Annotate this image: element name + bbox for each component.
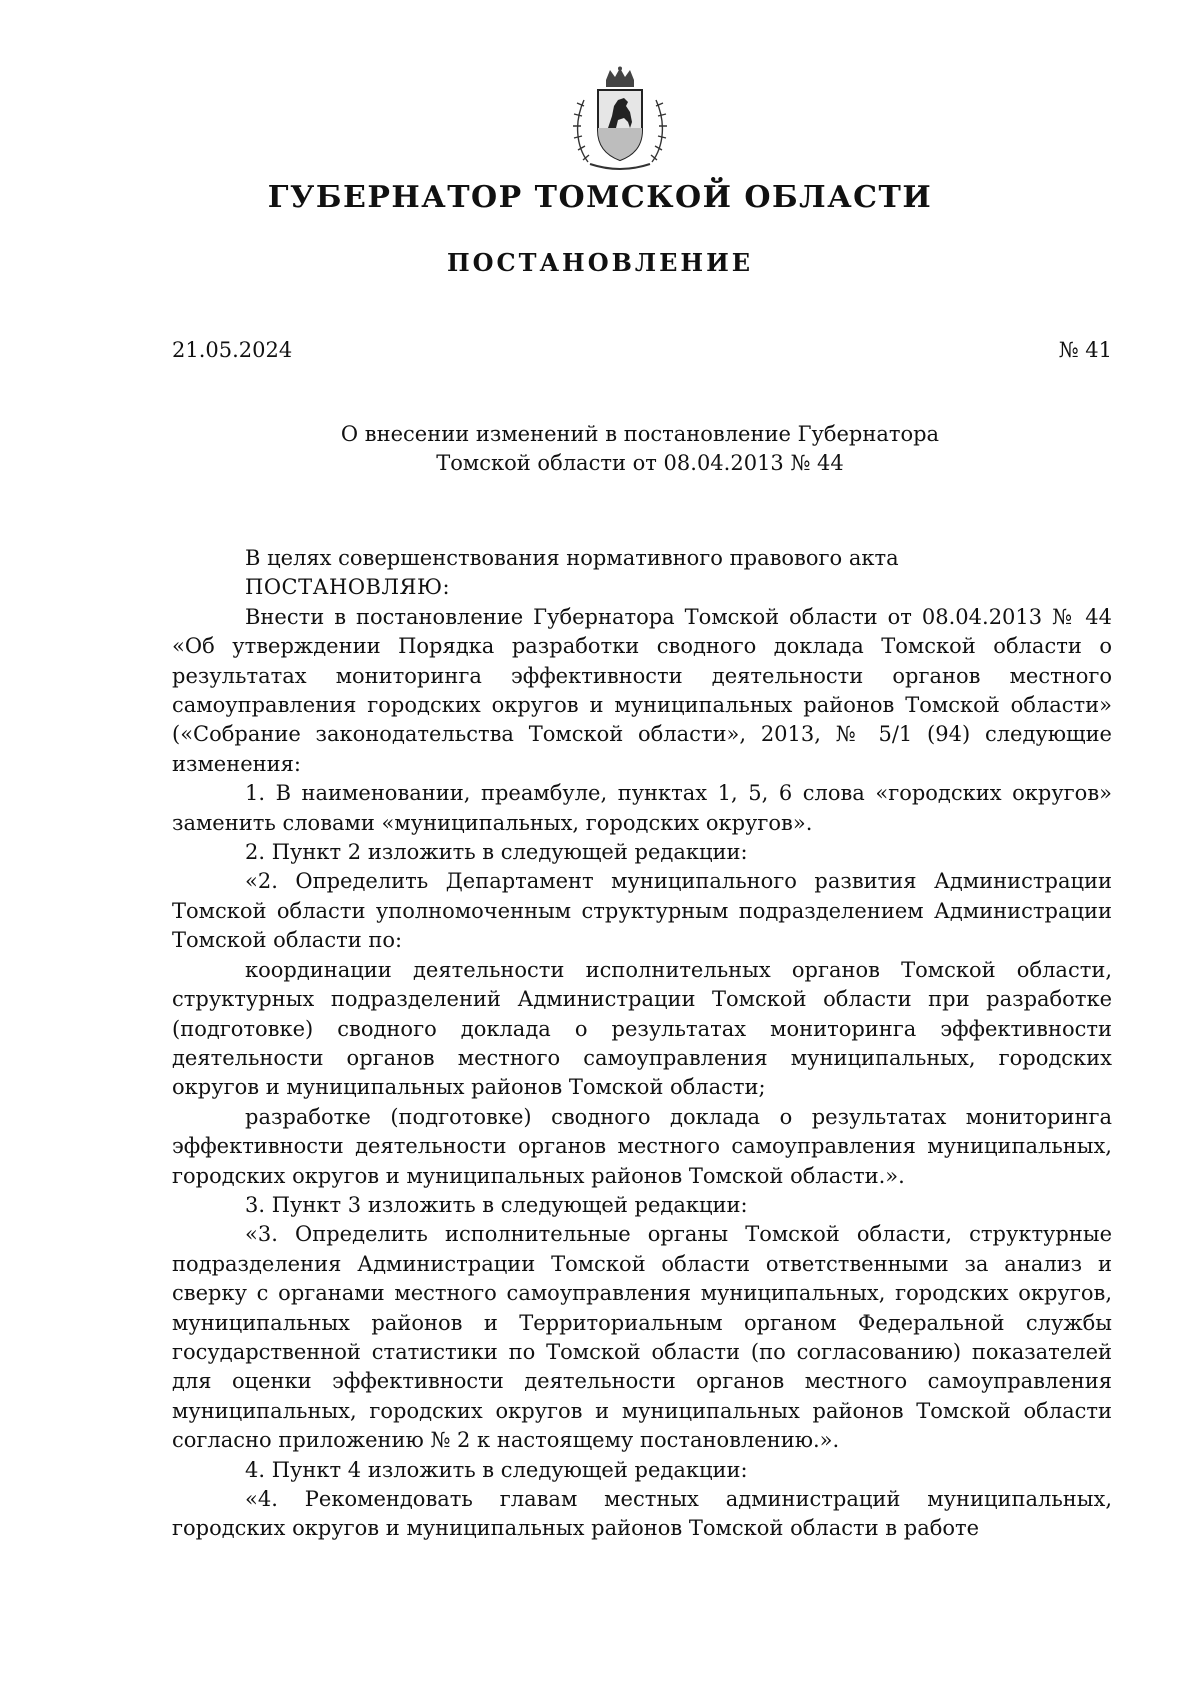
body-paragraph: 4. Пункт 4 изложить в следующей редакции:	[245, 1457, 748, 1482]
issuing-authority: ГУБЕРНАТОР ТОМСКОЙ ОБЛАСТИ	[267, 180, 933, 215]
document-subject	[300, 420, 980, 478]
body-paragraph: 1. В наименовании, преамбуле, пунктах 1, 5, 6 слова «городских округов» заменить словами «муниципальных, городских округов».	[172, 781, 1112, 835]
body-paragraph: «3. Определить исполнительные органы Томской области, структурные подразделения Администрации Томской области ответственными за анализ и сверку с органами местного самоуправления муниципальных, городских округов, муниципальных районов и Территориальным органом Федеральной службы государственной статистики по Томской области (по согласованию) показателей для оценки эффективности деятельности органов местного самоуправления муниципальных, городских округов и муниципальных районов Томской области согласно приложению № 2 к настоящему постановлению.».	[172, 1222, 1112, 1453]
document-number: № 41	[1058, 338, 1112, 362]
body-paragraph: координации деятельности исполнительных органов Томской области, структурных подразделений Администрации Томской области при разработке (подготовке) сводного доклада о результатах мониторинга эффективности деятельности органов местного самоуправления муниципальных, городских округов и муниципальных районов Томской области;	[172, 957, 1112, 1100]
body-paragraph: «2. Определить Департамент муниципального развития Администрации Томской области уполномоченным структурным подразделением Администрации Томской области по:	[172, 869, 1112, 953]
body-paragraph: Внести в постановление Губернатора Томской области от 08.04.2013 № 44 «Об утверждении Порядка разработки сводного доклада Томской области о результатах мониторинга эффективности деятельности органов местного самоуправления городских округов и муниципальных районов Томской области» («Собрание законодательства Томской области», 2013, № 5/1 (94) следующие изменения:	[172, 604, 1112, 776]
body-paragraph: «4. Рекомендовать главам местных администраций муниципальных, городских округов и муниципальных районов Томской области в работе	[172, 1487, 1112, 1541]
document-type: ПОСТАНОВЛЕНИЕ	[446, 248, 754, 277]
body-paragraph: В целях совершенствования нормативного правового акта	[245, 546, 899, 570]
subject-line: О внесении изменений в постановление Губернатора	[340, 422, 940, 446]
subject-line: Томской области от 08.04.2013 № 44	[436, 451, 844, 475]
body-paragraph: 2. Пункт 2 изложить в следующей редакции:	[245, 840, 748, 865]
document-body	[172, 544, 1112, 1544]
body-paragraph: разработке (подготовке) сводного доклада о результатах мониторинга эффективности деятельности органов местного самоуправления муниципальных, городских округов и муниципальных районов Томской области.».	[172, 1104, 1112, 1188]
coat-of-arms-icon	[568, 66, 672, 176]
decree-word: ПОСТАНОВЛЯЮ:	[245, 575, 451, 600]
body-paragraph: 3. Пункт 3 изложить в следующей редакции:	[245, 1192, 748, 1217]
document-date: 21.05.2024	[172, 338, 293, 362]
